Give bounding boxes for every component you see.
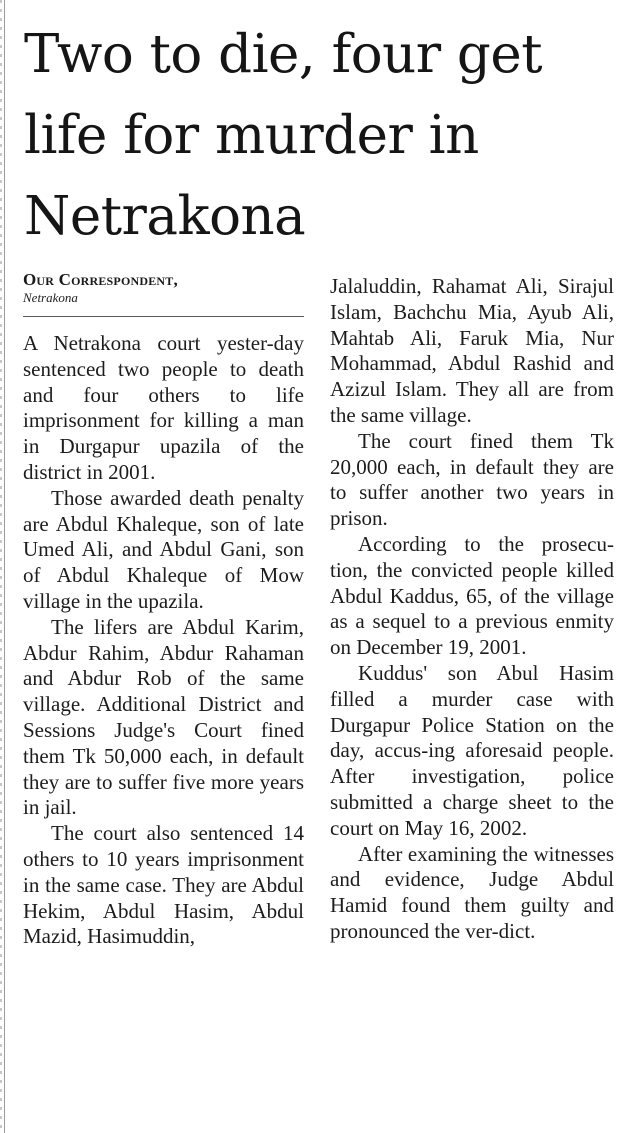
paragraph-4: The court also sentenced 14 others to 10 years imprisonment in the same case. They are Abdul Hekim, Abdul Hasim, Abdul Mazid, Hasimuddin, — [23, 821, 304, 949]
headline: Two to die, four get life for murder in Netrakona — [24, 24, 543, 247]
paragraph-8: After examining the witnesses and evidence, Judge Abdul Hamid found them guilty and pronounced the ver-dict. — [330, 841, 614, 943]
article-column-right — [330, 274, 614, 945]
paragraph-5: The court fined them Tk 20,000 each, in default they are to suffer another two years in prison. — [330, 428, 614, 531]
byline-place: Netrakona — [23, 290, 78, 305]
left-margin-dashes — [0, 0, 2, 1133]
byline-divider — [23, 316, 304, 317]
left-column-rule — [4, 0, 5, 1133]
paragraph-3: The lifers are Abdul Karim, Abdur Rahim, Abdur Rahaman and Abdur Rob of the same village. Additional District and Sessions Judge's Court fined them Tk 50,000 each, in default they are to suffer five more years in jail. — [23, 614, 304, 820]
byline-name: Our Correspondent, — [23, 270, 178, 289]
article-column-left — [23, 270, 304, 950]
paragraph-1: A Netrakona court yester-day sentenced two people to death and four others to life imprisonment for killing a man in Durgapur upazila of the district in 2001. — [23, 331, 304, 484]
paragraph-4-continued: Jalaluddin, Rahamat Ali, Sirajul Islam, Bachchu Mia, Ayub Ali, Mahtab Ali, Faruk Mia, Nur Mohammad, Abdul Rashid and Azizul Islam. They all are from the same village. — [330, 274, 614, 427]
paragraph-6: According to the prosecu-tion, the convicted people killed Abdul Kaddus, 65, of the village as a sequel to a previous enmity on December 19, 2001. — [330, 531, 614, 660]
paragraph-2: Those awarded death penalty are Abdul Khaleque, son of late Umed Ali, and Abdul Gani, son of Abdul Khaleque of Mow village in the upazila. — [23, 485, 304, 613]
paragraph-7: Kuddus' son Abul Hasim filled a murder case with Durgapur Police Station on the day, accus-ing aforesaid people. After investigation, police submitted a charge sheet to the court on May 16, 2002. — [330, 660, 614, 840]
